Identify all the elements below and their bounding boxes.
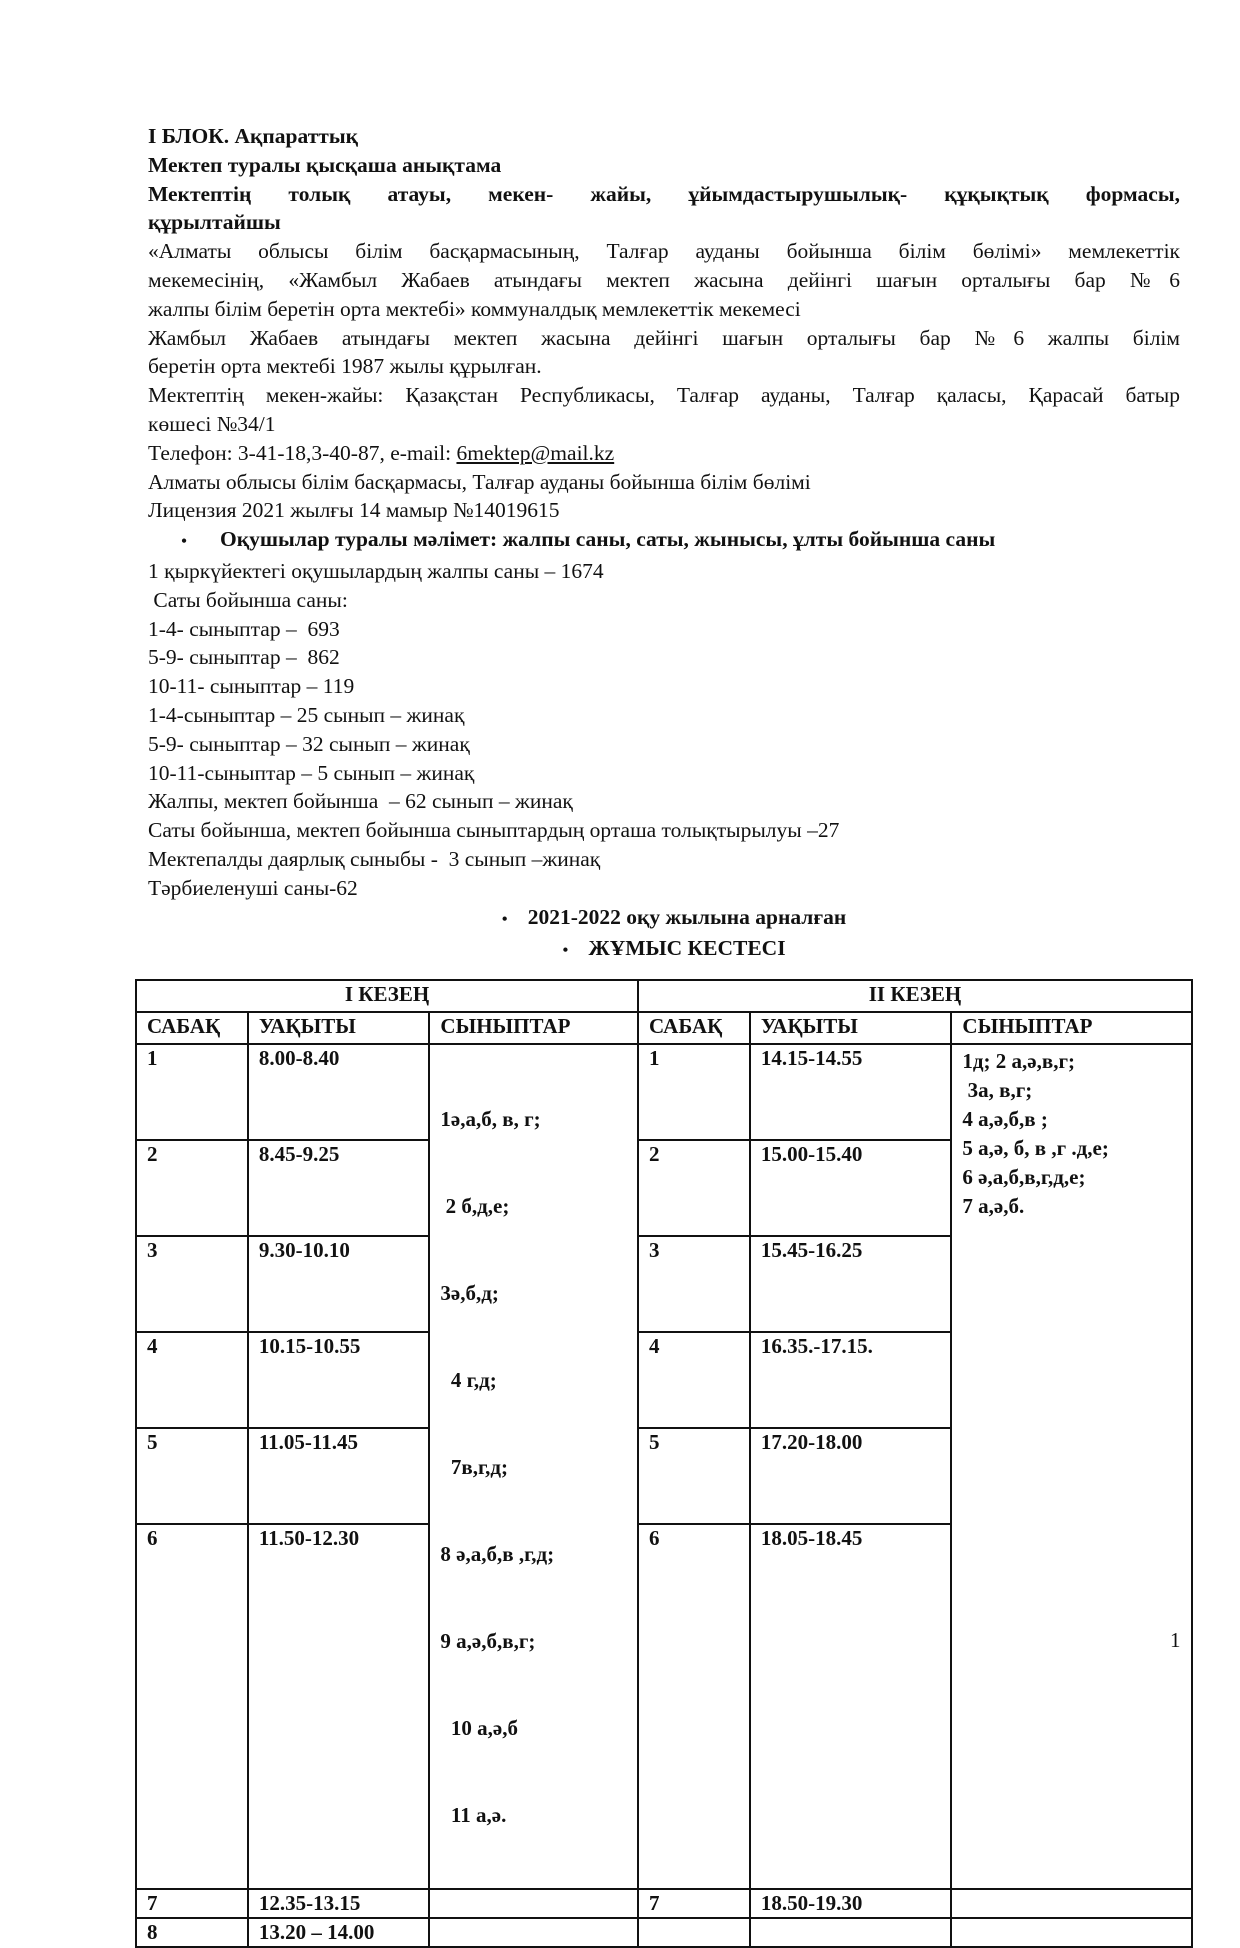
- class-group: 5 а,ә, б, в ,г .д,е;: [962, 1136, 1109, 1160]
- lesson-number: 8: [136, 1918, 248, 1947]
- period-2-classes: [951, 1044, 1192, 1889]
- class-group: 3ә,б,д;: [440, 1281, 499, 1305]
- col-header-lesson: САБАҚ: [136, 1012, 248, 1044]
- period-2-title: II КЕЗЕҢ: [638, 980, 1192, 1012]
- lesson-time: 12.35-13.15: [248, 1889, 430, 1918]
- class-group: 11 а,ә.: [440, 1803, 507, 1827]
- lesson-number: 4: [136, 1332, 248, 1428]
- class-group: 4 г,д;: [440, 1368, 497, 1392]
- students-line: 5-9- сыныптар – 862: [148, 645, 340, 670]
- founded-line-1: Жамбыл Жабаев атындағы мектеп жасына дейінгі шағын орталығы бар №6 жалпы білім: [148, 325, 1180, 350]
- lesson-time: 13.20 – 14.00: [248, 1918, 430, 1947]
- lesson-number: 1: [136, 1044, 248, 1140]
- students-line: 5-9- сыныптар – 32 сынып – жинақ: [148, 731, 470, 756]
- schedule-heading-1: [148, 903, 1180, 935]
- col-header-time: УАҚЫТЫ: [750, 1012, 952, 1044]
- students-line: 10-11-сыныптар – 5 сынып – жинақ: [148, 760, 475, 785]
- phone-text: Телефон: 3-41-18,3-40-87, e-mail:: [148, 440, 457, 465]
- class-group: 6 ә,а,б,в,г,д,е;: [962, 1165, 1086, 1189]
- lesson-time: 11.05-11.45: [248, 1428, 430, 1524]
- table-row: [136, 1918, 1192, 1947]
- block-title: I БЛОК. Ақпараттық: [148, 124, 359, 148]
- lesson-number: 5: [136, 1428, 248, 1524]
- lesson-time: 14.15-14.55: [750, 1044, 952, 1140]
- school-name-line-2: мекемесінің, «Жамбыл Жабаев атындағы мектеп жасына дейінгі шағын орталығы бар №6: [148, 267, 1180, 292]
- class-group: 8 ә,а,б,в ,г,д;: [440, 1542, 555, 1566]
- students-line: 10-11- сыныптар – 119: [148, 674, 355, 699]
- class-group: 2 б,д,е;: [440, 1194, 510, 1218]
- period-1-title: I КЕЗЕҢ: [136, 980, 638, 1012]
- founder-line: Алматы облысы білім басқармасы, Талғар ауданы бойынша білім бөлімі: [148, 469, 811, 494]
- students-line: Мектепалды даярлық сыныбы - 3 сынып –жинақ: [148, 846, 601, 871]
- empty-cell: [429, 1918, 638, 1947]
- students-line: 1-4-сыныптар – 25 сынып – жинақ: [148, 702, 465, 727]
- lesson-number: 7: [136, 1889, 248, 1918]
- empty-cell: [429, 1889, 638, 1918]
- class-group: 7 а,ә,б.: [962, 1194, 1025, 1218]
- lesson-number: 2: [638, 1140, 750, 1236]
- lesson-number: 5: [638, 1428, 750, 1524]
- section-title-cont: құрылтайшы: [148, 210, 281, 235]
- students-heading: [148, 525, 1180, 557]
- address-line-1: Мектептің мекен-жайы: Қазақстан Республикасы, Талғар ауданы, Талғар қаласы, Қарасай батыр: [148, 383, 1180, 408]
- class-group: 1ә,а,б, в, г;: [440, 1107, 541, 1131]
- lesson-time: 18.05-18.45: [750, 1524, 952, 1889]
- schedule-heading-2-text: ЖҰМЫС КЕСТЕСІ: [588, 936, 786, 961]
- lesson-time: 16.35.-17.15.: [750, 1332, 952, 1428]
- lesson-time: 15.00-15.40: [750, 1140, 952, 1236]
- section-title: Мектептің толық атауы, мекен- жайы, ұйымдастырушылық- құқықтық формасы,: [148, 181, 1180, 206]
- lesson-time: [750, 1918, 952, 1947]
- schedule-heading-1-text: 2021-2022 оқу жылына арналған: [527, 904, 847, 929]
- col-header-time: УАҚЫТЫ: [248, 1012, 430, 1044]
- lesson-time: 8.45-9.25: [248, 1140, 430, 1236]
- col-header-lesson: САБАҚ: [638, 1012, 750, 1044]
- col-header-classes: СЫНЫПТАР: [951, 1012, 1192, 1044]
- students-line: Тәрбиеленуші саны-62: [148, 875, 358, 900]
- bullet-icon: •: [562, 942, 569, 960]
- students-line: Саты бойынша саны:: [148, 587, 348, 612]
- lesson-number: 3: [638, 1236, 750, 1332]
- lesson-number: 6: [638, 1524, 750, 1889]
- lesson-time: 8.00-8.40: [248, 1044, 430, 1140]
- class-group: 4 а,ә,б,в ;: [962, 1107, 1048, 1131]
- page-number: 1: [1170, 1628, 1181, 1652]
- students-line: Жалпы, мектеп бойынша – 62 сынып – жинақ: [148, 789, 573, 814]
- bullet-icon: •: [501, 910, 508, 928]
- period-1-classes: [429, 1044, 638, 1889]
- col-header-classes: СЫНЫПТАР: [429, 1012, 638, 1044]
- class-group: 10 а,ә,б: [440, 1716, 518, 1740]
- lesson-time: 15.45-16.25: [750, 1236, 952, 1332]
- school-name-line-3: жалпы білім беретін орта мектебі» коммуналдық мемлекеттік мекемесі: [148, 296, 801, 321]
- empty-cell: [951, 1918, 1192, 1947]
- document-page: [148, 122, 1180, 966]
- schedule-heading-2: [148, 934, 1180, 966]
- lesson-time: 11.50-12.30: [248, 1524, 430, 1889]
- lesson-time: 18.50-19.30: [750, 1889, 952, 1918]
- lesson-number: 1: [638, 1044, 750, 1140]
- students-line: 1-4- сыныптар – 693: [148, 616, 340, 641]
- lesson-time: 17.20-18.00: [750, 1428, 952, 1524]
- students-heading-text: Оқушылар туралы мәлімет: жалпы саны, саты, жынысы, ұлты бойынша саны: [220, 527, 996, 552]
- lesson-number: 6: [136, 1524, 248, 1889]
- table-row: [136, 1889, 1192, 1918]
- class-group: 9 а,ә,б,в,г;: [440, 1629, 536, 1653]
- students-line: Саты бойынша, мектеп бойынша сыныптардың орташа толықтырылуы –27: [148, 818, 840, 843]
- lesson-number: 3: [136, 1236, 248, 1332]
- contact-line: [148, 439, 1180, 468]
- founded-line-2: беретін орта мектебі 1987 жылы құрылған.: [148, 354, 542, 379]
- school-name-line-1: «Алматы облысы білім басқармасының, Талғар ауданы бойынша білім бөлімі» мемлекеттік: [148, 239, 1180, 264]
- lesson-number: 7: [638, 1889, 750, 1918]
- lesson-time: 10.15-10.55: [248, 1332, 430, 1428]
- class-group: 7в,г,д;: [440, 1455, 509, 1479]
- schedule-table: [135, 979, 1193, 1948]
- empty-cell: [951, 1889, 1192, 1918]
- class-group: 3а, в,г;: [962, 1078, 1033, 1102]
- class-group: 1д; 2 а,ә,в,г;: [962, 1049, 1075, 1073]
- lesson-number: [638, 1918, 750, 1947]
- document-subtitle: Мектеп туралы қысқаша анықтама: [148, 152, 502, 177]
- lesson-number: 2: [136, 1140, 248, 1236]
- period-header-row: [136, 980, 1192, 1012]
- license-line: Лицензия 2021 жылғы 14 мамыр №14019615: [148, 498, 560, 523]
- lesson-time: 9.30-10.10: [248, 1236, 430, 1332]
- table-row: [136, 1044, 1192, 1140]
- students-line: 1 қыркүйектегі оқушылардың жалпы саны – 1674: [148, 558, 604, 583]
- bullet-icon: •: [181, 533, 187, 551]
- address-line-2: көшесі №34/1: [148, 411, 276, 436]
- lesson-number: 4: [638, 1332, 750, 1428]
- email-link[interactable]: 6mektep@mail.kz: [456, 440, 615, 465]
- column-header-row: [136, 1012, 1192, 1044]
